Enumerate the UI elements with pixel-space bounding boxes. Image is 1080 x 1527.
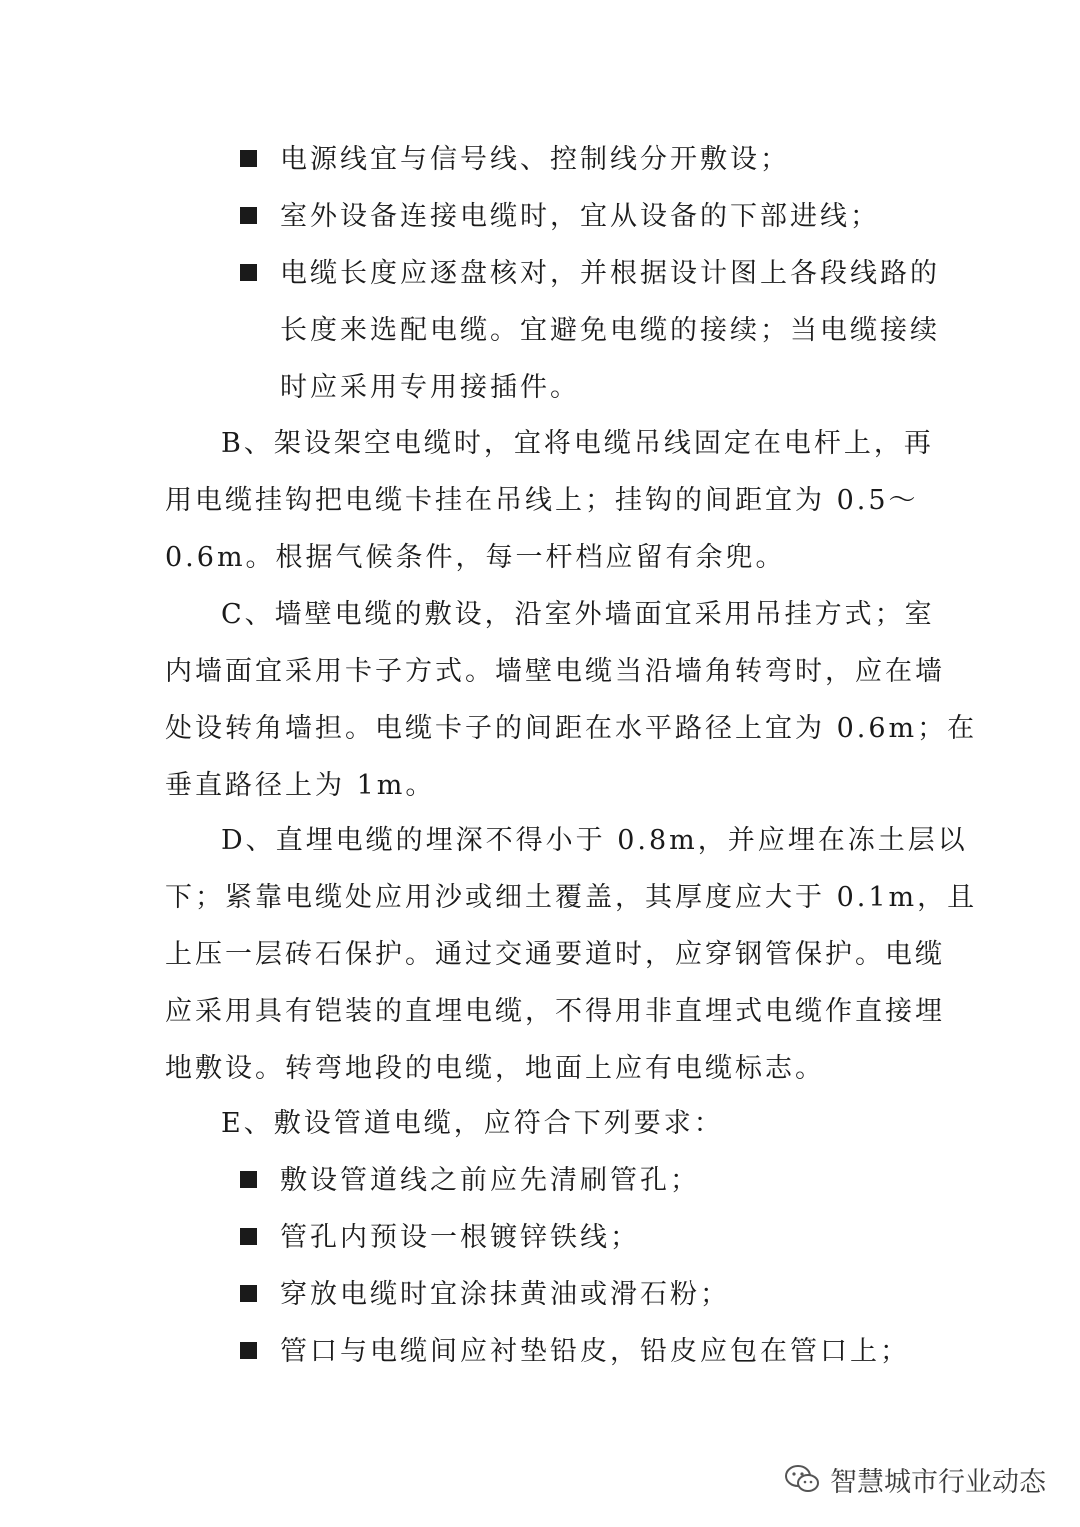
wechat-icon (784, 1463, 820, 1495)
text-line: B、架设架空电缆时，宜将电缆吊线固定在电杆上，再 (221, 428, 934, 459)
text-line: D、直埋电缆的埋深不得小于 0.8m，并应埋在冻土层以 (221, 825, 968, 856)
bullet-square-icon (240, 1228, 257, 1245)
text-line: 穿放电缆时宜涂抹黄油或滑石粉； (280, 1279, 730, 1310)
text-line: 垂直路径上为 1m。 (165, 770, 436, 801)
text-line: E、敷设管道电缆，应符合下列要求： (221, 1108, 724, 1139)
text-line: C、墙壁电缆的敷设，沿室外墙面宜采用吊挂方式；室 (221, 599, 935, 630)
text-line: 下；紧靠电缆处应用沙或细土覆盖，其厚度应大于 0.1m，且 (165, 882, 978, 913)
text-line: 地敷设。转弯地段的电缆，地面上应有电缆标志。 (165, 1053, 825, 1084)
text-line: 管口与电缆间应衬垫铅皮，铅皮应包在管口上； (280, 1336, 910, 1367)
text-line: 应采用具有铠装的直埋电缆，不得用非直埋式电缆作直接埋 (165, 996, 945, 1027)
paragraph-d (165, 812, 978, 1097)
bullet-square-icon (240, 150, 257, 167)
text-line: 电源线宜与信号线、控制线分开敷设； (280, 144, 790, 175)
watermark (784, 1454, 1046, 1504)
bullet-text (280, 188, 920, 245)
paragraph-c (165, 586, 978, 814)
bullet-square-icon (240, 1342, 257, 1359)
text-line: 室外设备连接电缆时，宜从设备的下部进线； (280, 201, 880, 232)
bullet-square-icon (240, 1285, 257, 1302)
text-line: 管孔内预设一根镀锌铁线； (280, 1222, 640, 1253)
bullet-square-icon (240, 264, 257, 281)
paragraph-e (165, 1095, 925, 1152)
bullet-text (280, 1152, 920, 1209)
text-line: 内墙面宜采用卡子方式。墙壁电缆当沿墙角转弯时，应在墙 (165, 656, 945, 687)
text-line: 0.6m。根据气候条件，每一杆档应留有余兜。 (165, 542, 786, 573)
bullet-text (280, 131, 920, 188)
text-line: 处设转角墙担。电缆卡子的间距在水平路径上宜为 0.6m；在 (165, 713, 978, 744)
text-line: 用电缆挂钩把电缆卡挂在吊线上；挂钩的间距宜为 0.5～ (165, 485, 919, 516)
text-line: 敷设管道线之前应先清刷管孔； (280, 1165, 700, 1196)
bullet-text (280, 1323, 920, 1380)
watermark-label: 智慧城市行业动态 (830, 1466, 1046, 1498)
text-line: 长度来选配电缆。宜避免电缆的接续；当电缆接续 (280, 315, 940, 346)
text-line: 上压一层砖石保护。通过交通要道时，应穿钢管保护。电缆 (165, 939, 945, 970)
text-line: 时应采用专用接插件。 (280, 372, 580, 403)
bullet-square-icon (240, 207, 257, 224)
bullet-square-icon (240, 1171, 257, 1188)
bullet-text (280, 245, 940, 416)
bullet-text (280, 1209, 920, 1266)
text-line: 电缆长度应逐盘核对，并根据设计图上各段线路的 (280, 258, 940, 289)
bullet-text (280, 1266, 920, 1323)
paragraph-b (165, 415, 934, 586)
